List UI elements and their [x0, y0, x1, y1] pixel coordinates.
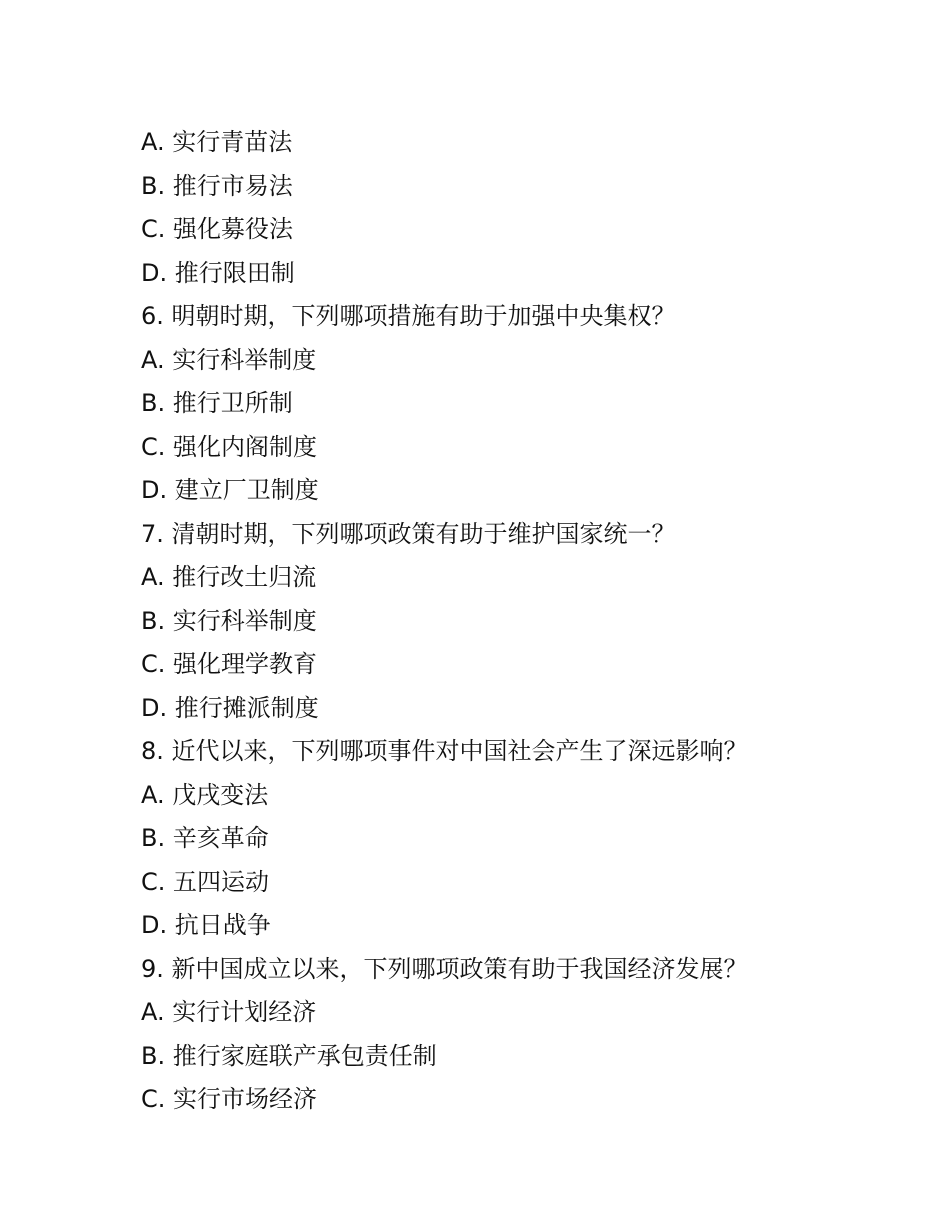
option-line: B. 推行家庭联产承包责任制 [141, 1041, 437, 1070]
option-line: C. 五四运动 [141, 867, 270, 896]
option-line: B. 实行科举制度 [141, 606, 317, 635]
option-line: D. 建立厂卫制度 [141, 476, 319, 504]
question-line: 9. 新中国成立以来，下列哪项政策有助于我国经济发展？ [141, 954, 748, 983]
option-line: A. 实行科举制度 [141, 345, 317, 374]
option-line: C. 强化内阁制度 [141, 432, 318, 461]
option-line: B. 推行卫所制 [141, 389, 293, 417]
option-line: C. 强化募役法 [141, 215, 294, 243]
option-line: C. 强化理学教育 [141, 650, 318, 678]
option-line: A. 实行计划经济 [141, 998, 317, 1026]
option-line: B. 推行市易法 [141, 171, 293, 200]
option-line: A. 推行改土归流 [141, 563, 317, 591]
question-line: 7. 清朝时期，下列哪项政策有助于维护国家统一？ [141, 519, 676, 548]
option-line: A. 实行青苗法 [141, 128, 293, 156]
option-line: D. 推行摊派制度 [141, 693, 319, 722]
option-line: D. 抗日战争 [141, 911, 271, 939]
option-line: B. 辛亥革命 [141, 824, 269, 852]
option-line: C. 实行市场经济 [141, 1085, 318, 1113]
question-line: 6. 明朝时期，下列哪项措施有助于加强中央集权？ [141, 302, 676, 330]
question-line: 8. 近代以来，下列哪项事件对中国社会产生了深远影响？ [141, 737, 748, 765]
question-list [141, 121, 901, 1122]
option-line: D. 推行限田制 [141, 258, 295, 287]
option-line: A. 戊戌变法 [141, 780, 269, 809]
